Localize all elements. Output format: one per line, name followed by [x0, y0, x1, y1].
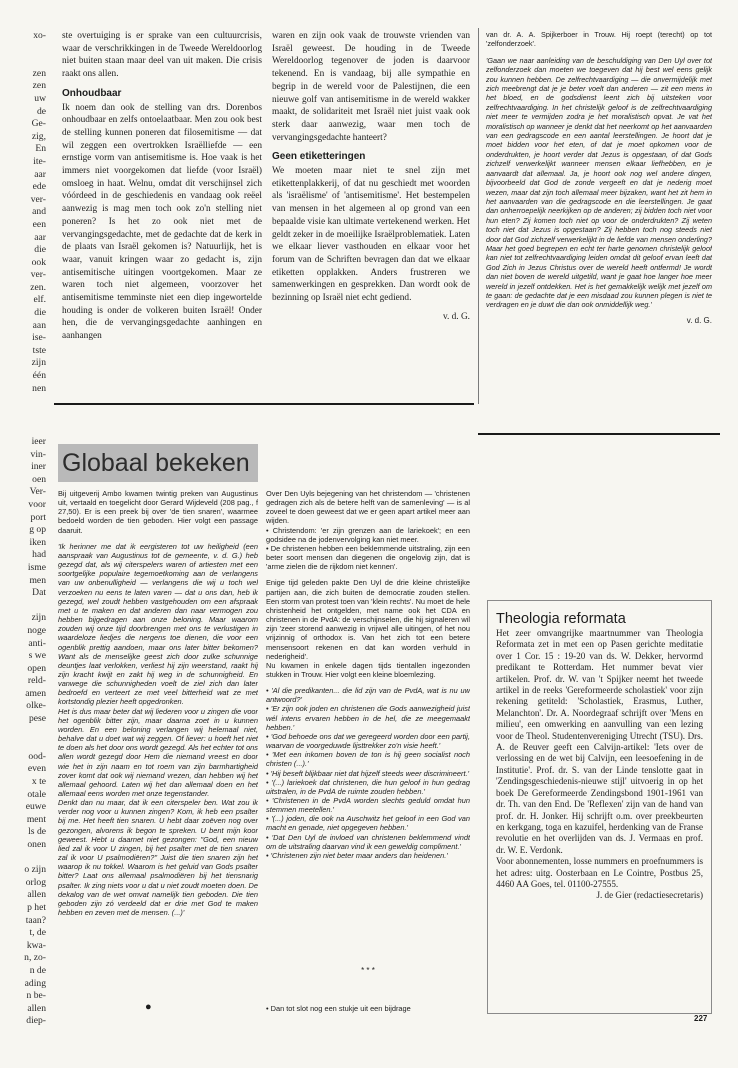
- globaal-paragraph: • 'Christenen zijn niet beter maar anders dan heidenen.': [266, 850, 448, 860]
- globaal-paragraph: • 'Hij beseft blijkbaar niet dat hijzelf steeds weer discrimineert.': [266, 768, 469, 778]
- article-paragraph: Ik noem dan ook de stelling van drs. Dorenbos onhoudbaar en zelfs ontoelaatbaar. Men zou ook best de stelling kunnen poneren dat filosemitisme — dat wil zeggen een overtrokken Israëlliefde — een ernstige vorm van antisemitisme is. Hoe vaak is het immers niet voorgekomen dat liefde (voor Israël) omsloeg in haat. Welnu, omdat dit verschijnsel zich vóórdeed in de geschiedenis en vandaag ook reëel aanwezig is mag men toch ook zo'n stelling niet poneren? Is het zo ook niet met de vervangingsgedachte, met de gedachte dat de kerk in de plaats van Israël gekomen is? Natuurlijk, het is waar, vanuit kringen waar zo gedacht is, zijn antisemitische uitingen voortgekomen. Maar ze waren toch niet algemeen, voorzover het antisemitisme temminste niet een diep ingewortelde houding is onder de volkeren buiten Israël! Onder hen, die de vervangingsgedachte aanhingen en aanhangen: [62, 102, 262, 342]
- globaal-paragraph: • 'Met een inkomen boven de ton is hij geen socialist noch christen (...).': [266, 750, 470, 769]
- section-divider: [478, 433, 720, 435]
- strip-fragment: reld-: [27, 675, 46, 687]
- globaal-paragraph: • '(...) joden, die ook na Auschwitz het geloof in een God van macht en genade, niet opgegeven hebben.': [266, 814, 470, 833]
- strip-fragment: aan: [32, 319, 46, 331]
- strip-fragment: een: [32, 218, 46, 230]
- strip-fragment: allen: [27, 889, 46, 901]
- column-divider: [478, 28, 479, 404]
- theologia-signature: J. de Gier (redactiesecretaris): [596, 890, 703, 901]
- strip-fragment: olke-: [26, 700, 46, 712]
- globaal-paragraph: Nu kwamen in enkele dagen tijds tientallen ingezonden stukken in Trouw. Hier volgt een kleine bloemlezing.: [266, 660, 470, 679]
- strip-fragment: n be-: [26, 990, 46, 1002]
- strip-fragment: die: [34, 307, 46, 319]
- article-column-2: [272, 30, 470, 402]
- strip-fragment: open: [27, 662, 46, 674]
- separator-stars: * * *: [361, 966, 375, 975]
- globaal-paragraph: • 'Dat Den Uyl de invloed van christenen beklemmend vindt om de uitstraling daarvan vind ik een geweldig compliment.': [266, 832, 470, 851]
- globaal-paragraph: • '(...) lariekoek dat christenen, die hun geloof in hun gedrag uitstralen, in de PvdA de ruimte zouden hebben.': [266, 777, 470, 796]
- theologia-title: Theologia reformata: [496, 611, 626, 627]
- left-strip-bottom: [0, 436, 46, 1028]
- theologia-reformata-box: [487, 600, 712, 1014]
- strip-fragment: kwa-: [26, 939, 46, 951]
- strip-fragment: had: [32, 549, 46, 561]
- strip-fragment: port: [30, 511, 46, 523]
- paragraph-gap: [58, 535, 258, 542]
- strip-fragment: Dat: [32, 587, 46, 599]
- author-signature: v. d. G.: [686, 315, 712, 325]
- closing-line: • Dan tot slot nog een stukje uit een bijdrage: [266, 1004, 411, 1013]
- globaal-paragraph: Bij uitgeverij Ambo kwamen twintig preken van Augustinus uit, vertaald en toegelicht door Gerard Wijdeveld (208 pag., f 27,50). Er is een preek bij over 'de tien snaren', waarmee bedoeld worden de tien geboden. Hier volgt een passage daaruit.: [58, 489, 258, 535]
- strip-fragment: xo-: [33, 30, 46, 41]
- page-number: 227: [694, 1014, 708, 1023]
- theologia-paragraph: Het zeer omvangrijke maartnummer van Theologia Reformata zet in met een op Pasen gerichte meditatie over 1 Cor. 15 : 19-20 van ds. W. Dekker, hervormd predikant te Rotterdam. Het nummer bevat vier artikelen. Prof. dr. W. van 't Spijker neemt het tweede artikel in de reeks 'Gereformeerde scholastiek' voor zijn rekening getiteld: 'Scholastiek, Erasmus, Luther, Melanchton'. Dr. A. Noordegraaf schrijft over 'Mens en milieu', een omwerking en aanvulling van een lezing voor de Theol. Studentenvereniging Utrecht (TSU). Drs. A. de Reuver geeft een Calvijn-artikel: 'Iets over de verlossing en de wet bij Calvijn, een leesoefening in de Institutie'. Prof. dr. S. van der Linde tenslotte gaat in 'Zendingsgeschiedenis-nieuwe stijl' uitvoerig in op het boek De Gereformeerde Zendingsbond 1901-1961 van dr. Th. van den End. De 'Reflexen' zijn van de hand van prof. dr. H. Jonker. Hij schrijft o.m. over preekbeurten en kerkgang, toga en kazuifel, herdenking van de Franse revolutie en het overlijden van ds. J. Vermaas en prof. dr. W. E. Verdonk.: [496, 628, 703, 855]
- strip-fragment: p het: [27, 901, 46, 913]
- strip-fragment: isme: [27, 561, 46, 573]
- author-signature: v. d. G.: [442, 311, 470, 322]
- strip-fragment: [0, 43, 46, 56]
- quote-intro: van dr. A. A. Spijkerboer in Trouw. Hij roept (terecht) op tot 'zelfonderzoek'.: [486, 30, 712, 49]
- strip-fragment: even: [27, 763, 46, 775]
- strip-fragment: uw: [34, 92, 46, 104]
- strip-fragment: zen: [32, 80, 46, 92]
- strip-fragment: zijn: [31, 357, 46, 369]
- globaal-paragraph: • 'Al die predikanten... die lid zijn van de PvdA, wat is nu uw antwoord?': [266, 686, 470, 705]
- strip-fragment: zijn: [31, 612, 46, 624]
- strip-fragment: anti-: [28, 637, 46, 649]
- strip-fragment: allen: [27, 1002, 46, 1014]
- strip-fragment: de: [36, 105, 46, 117]
- strip-fragment: ls de: [28, 826, 46, 838]
- end-bullet: ●: [145, 1001, 152, 1013]
- strip-fragment: x te: [31, 776, 46, 788]
- article-column-1: [62, 30, 262, 402]
- strip-fragment: and: [32, 206, 46, 218]
- globaal-paragraph: • 'Er zijn ook joden en christenen die Gods aanwezigheid juist wél intens ervaren hebben in de hel, die ze meegemaakt hebben.': [266, 704, 470, 732]
- strip-fragment: iner: [31, 461, 46, 473]
- strip-fragment: voor: [28, 498, 46, 510]
- article-paragraph: ste overtuiging is er sprake van een cultuurcrisis, waar de verschrikkingen in de Tweede Wereldoorlog niet buiten staan maar deel van uit maken. Die crisis raakt ons allen.: [62, 31, 262, 80]
- strip-fragment: taan?: [25, 914, 46, 926]
- strip-fragment: vin-: [30, 448, 46, 460]
- strip-fragment: aar: [34, 168, 46, 180]
- strip-fragment: orlog: [25, 876, 46, 888]
- strip-fragment: ieer: [31, 436, 46, 447]
- strip-fragment: [0, 852, 46, 865]
- strip-fragment: diep-: [26, 1015, 46, 1027]
- strip-fragment: ver-: [30, 193, 46, 205]
- strip-fragment: ede: [32, 181, 46, 193]
- strip-fragment: ment: [26, 813, 46, 825]
- strip-fragment: pese: [28, 713, 46, 725]
- globaal-paragraph: Denkt dan nu maar, dat ik een citerspeler ben. Wat zou ik verder nog voor u kunnen zingen? Kom, ik heb een psalter bij me. Het heeft tien snaren. U hebt daar zoëven nog over gezongen, alvorens ik begon te spreken. U bent mijn koor geweest. Hebt u daarnet niet gezongen: "God, een nieuw lied zal ik voor U zingen, bij het psalter met de tien snaren zal ik voor U psalmodiëren?" Juist die tien snaren zijn het waarop ik nu tokkel. Waarom is het geluid van Gods psalter bitter? Laat ons allemaal psalmodiëren bij het tiensnarig psalter. Ik zing niets voor u dat u niet zoudt moeten doen. De dekalog van de wet omvat namelijk tien geboden. Die tien geboden zijn zó verdeeld dat er drie met God te maken hebben en zeven met de mensen. (...)': [58, 798, 258, 918]
- strip-fragment: nen: [32, 382, 46, 394]
- article-paragraph: waren en zijn ook vaak de trouwste vrienden van Israël geweest. De houding in de Tweede Wereldoorlog tegenover de joden is daarvoor tekenend. En is vandaag, bij alle sympathie en begrip in de wereld voor de Palestijnen, die een nieuwe golf van antisemitisme in de wereld wakker maakt, de solidariteit met Israël niet juist vaak ook sterk daar aanwezig, waar men toch de vervangingsgedachte hanteert?: [272, 31, 470, 143]
- strip-fragment: zen.: [30, 281, 46, 293]
- strip-fragment: tste: [32, 344, 46, 356]
- globaal-paragraph: • 'God behoede ons dat we geregeerd worden door een partij, waarvan de voorgeduwde lijsttrekker zo'n visie heeft.': [266, 731, 470, 751]
- section-heading: Onhoudbaar: [62, 87, 122, 99]
- paragraph-gap: [266, 571, 470, 578]
- strip-fragment: [0, 738, 46, 751]
- strip-fragment: o zijn: [24, 864, 46, 876]
- strip-fragment: amen: [25, 687, 46, 699]
- strip-fragment: één: [32, 370, 46, 382]
- paragraph-gap: [266, 679, 470, 686]
- quote-body: 'Gaan we naar aanleiding van de beschuldiging van Den Uyl over tot zelfonderzoek dan moeten we toegeven dat hij best wel eens gelijk zou kunnen hebben. De zelfrechtvaardiging — die onvermijdelijk met zich meebrengt dat je je beter voelt dan anderen — zit een mens in het bloed, en de godsdienst leent zich bij uitsteken voor zelfrechtvaardiging. In het christelijk geloof is de zelfrechtvaardiging niet meer te vermijden zodra je het moralistisch opvat. Je vat het moralistisch op wanneer je denkt dat het neerkomt op het aanvaarden van een gedragscode en een aantal leerstellingen. Je hoort dat je moet bidden voor het eten, of dat je moet opkomen voor de onderdrukten, je hoort verder dat Jezus is opgestaan, of dat Gods zichzelf verwerkelijkt wanneer mensen elkaar liefhebben, en je aanvaardt dat allemaal. Ja, je hoort ook nog wel andere dingen, bijvoorbeeld dat God de zonde vergeeft en dat je nederig moet wezen, maar dat zijn toch allemaal meer bijzaken, want het zit hem in het aanvaarden van die gedragscode en die leerstellingen. Je gaat dan onherroepelijk neerkijken op de anderen; zij bidden toch niet voor hun eten? Zij komen toch niet op voor de onderdrukten? Zij weten toch niet dat Jezus is opgestaan? Zij hebben toch nog steeds niet door dat God zichzelf verwerkelijkt in de liefde van mensen onderling? Maar het goed begrepen en echt ter harte genomen christelijk geloof kan niet tot zelfrechtvaardiging leiden omdat dit geloof ervan leeft dat God Zich in Jezus Christus over de wereld heeft ontfermd! Je wordt dan niet boven de wereld uitgetild, want je gaat hoe langer hoe meer wereld in jezelf ontdekken. Het is het gemakkelijk welijk met jezelf om te gaan: de gedachte dat je een misdaad zou kunnen plegen is niet te verdragen en je duwt die dan ook onmiddellijk weg.': [486, 55, 712, 310]
- side-quote-column: [486, 30, 712, 432]
- strip-fragment: n, zo-: [24, 952, 46, 964]
- strip-fragment: ise-: [32, 332, 46, 344]
- theologia-body: [496, 628, 703, 890]
- strip-fragment: zen: [32, 67, 46, 79]
- strip-fragment: oen: [32, 473, 46, 485]
- globaal-paragraph: Het is dus maar beter dat wij liederen voor u zingen die voor het ogenblik bitter zijn, maar daarna zoet in u kunnen worden. En een beloning verlangen wij helemaal niet, behalve dat u doet wat wij zeggen. Of liever: u hoeft het niet te doen als het door ons wordt gezegd. Als het echter tot ons allen wordt gezegd door Hem die niemand vreest en door wie het in zijn naam en tot roem van zijn barmhartigheid zover komt dat ook wij niemand vrezen, dan hebben wij het allemaal gehoord. Laten wij het dan allemaal doen en het allemaal eens worden met onze tegenstander.: [58, 706, 258, 798]
- strip-fragment: ver-: [30, 269, 46, 281]
- left-strip-top: [0, 30, 46, 395]
- strip-fragment: Ge-: [31, 118, 46, 130]
- strip-fragment: noge: [27, 624, 46, 636]
- globaal-paragraph: Enige tijd geleden pakte Den Uyl de drie kleine christelijke partijen aan, die zich buiten de democratie zouden stellen. Een storm van protest toen van 'klein rechts'. Nu moet de hele christenheid het ontgelden, met name ook het CDA en christenen in de PvdA: de verschijnselen, die hij signaleren wil zijn 'zeer storend aanwezig in vrijwel alle uitingen, of het nou vrijzinnig of orthodox is. Van het zich tot een betere mensensoort rekenen en dat kan worden verhuld in nederigheid'.: [266, 578, 470, 661]
- strip-fragment: elf.: [33, 294, 46, 306]
- strip-fragment: s we: [28, 650, 46, 662]
- globaal-paragraph: Over Den Uyls bejegening van het christendom — 'christenen gedragen zich als de betere helft van de samenleving' — is al zoveel te doen geweest dat we er geen apart artikel meer aan wijden.: [266, 489, 470, 526]
- strip-fragment: g op: [29, 524, 46, 536]
- article-paragraph: We moeten maar niet te snel zijn met etikettenplakkerij, of dat nu geschiedt met woorden als 'israëlisme' of 'antisemitisme'. Het bestempelen van mensen in het algemeen al op grond van een bepaalde visie kan ultimate vertekenend werken. Het geldt zeker in de moeilijke Israëlproblematiek. Laten we elkaar liever vasthouden en elkaar voor het forum van de Schriften bevragen dan dat we elkaar etiketten opplakken. Anders frustreren we samenwerkingen en gesprekken. Dan wordt ook de bezinning op Israël niet echt gediend.: [272, 166, 470, 304]
- section-divider: [54, 403, 474, 405]
- strip-fragment: euwe: [25, 801, 46, 813]
- strip-fragment: Ver-: [29, 486, 46, 498]
- strip-fragment: [0, 55, 46, 68]
- strip-fragment: zig,: [31, 130, 46, 142]
- globaal-paragraph: • 'Christenen in de PvdA worden slechts geduld omdat hun stemmen meetellen.': [266, 796, 470, 815]
- strip-fragment: otale: [27, 788, 46, 800]
- strip-fragment: ading: [24, 977, 46, 989]
- strip-fragment: n de: [29, 964, 46, 976]
- globaal-paragraph: • De christenen hebben een beklemmende uitstraling, zijn een beter soort mensen dan diegenen die ongelovig zijn, dat is 'arme zielen die de rijkdom niet kennen'.: [266, 543, 470, 572]
- strip-fragment: die: [34, 244, 46, 256]
- strip-fragment: t, de: [29, 927, 46, 939]
- strip-fragment: [0, 600, 46, 613]
- strip-fragment: onen: [27, 839, 46, 850]
- strip-fragment: aar: [34, 231, 46, 243]
- globaal-paragraph: 'Ik herinner me dat ik eergisteren tot uw heiligheid (een aanspraak van Augustinus tot de gemeente, v. d. G.) heb gezegd dat, als wij citerspelers waren of artiesten met een soortgelijke populaire tegemoetkoming aan de verlangens van uw onbenulligheid — verlangens die wij u toch wel verzoeken nu eens te laten varen — dat u ons dan, heb ik gezegd, wel zoudt hebben vastgehouden om een afspraak met u te maken en dat anderen dan naar vermogen zou hebben bijgedragen aan onze beloning. Maar waarom zouden wij onze tijd doorbrengen met ons te verlustigen in waardeloze liedjes die nergens toe dienen, die voor een ogenblik prettig aandoen, maar ons later bitter bekomen? Want als de menselijke geest zich door zulke schunnige deuntjes laat verlokken, verliest hij zijn weerstand, raakt hij zijn kracht kwijt en zakt hij weg in de schunnigheid. En vanwege die schunnigheden voelt de ziel zich dan later bedroefd en verteert ze met veel bitterheid wat ze met kortstondig plezier heeft opgedronken.: [58, 541, 258, 707]
- strip-fragment: [0, 726, 46, 739]
- globaal-column-1: [58, 489, 258, 1005]
- strip-fragment: iken: [29, 536, 46, 548]
- strip-fragment: En: [35, 143, 46, 155]
- strip-fragment: men: [29, 574, 46, 586]
- globaal-column-2: [266, 489, 470, 959]
- strip-fragment: ook: [31, 256, 46, 268]
- theologia-paragraph: Voor abonnementen, losse nummers en proefnummers is het adres: uitg. Oosterbaan en Le Cointre, Postbus 25, 4460 AA Goes, tel. 01100-27555.: [496, 856, 703, 889]
- strip-fragment: ood-: [28, 750, 46, 762]
- globaal-paragraph: • Christendom: 'er zijn grenzen aan de lariekoek'; en een godsidee na de jodenvervolging kan niet meer.: [266, 525, 470, 544]
- section-heading: Geen etiketteringen: [272, 151, 366, 163]
- strip-fragment: ite-: [33, 155, 46, 167]
- globaal-bekeken-title: Globaal bekeken: [58, 444, 258, 482]
